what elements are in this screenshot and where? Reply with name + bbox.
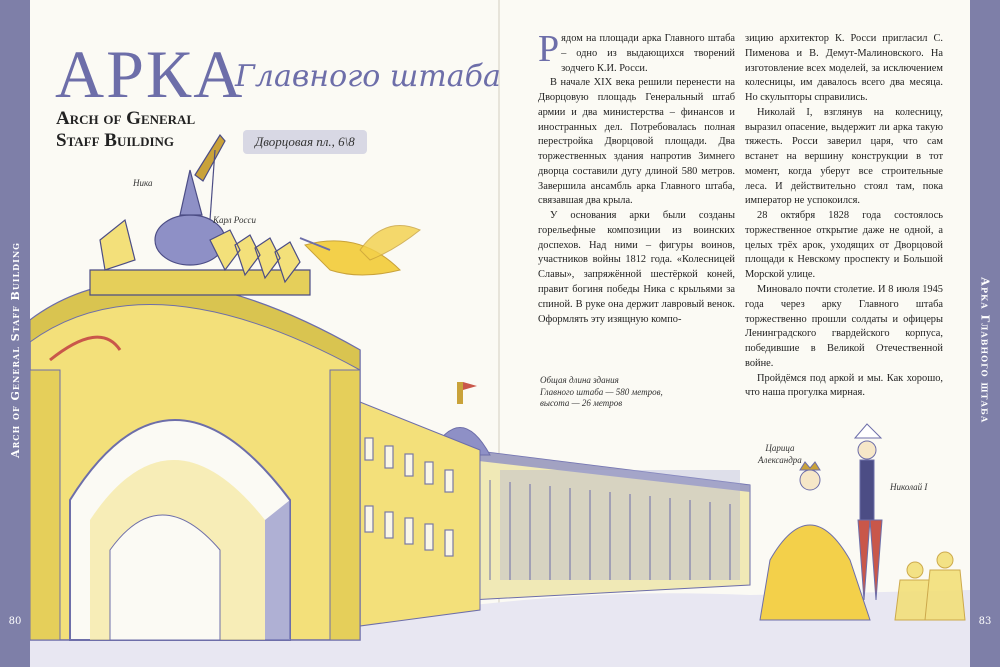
article-paragraph: В начале XIX века решили перенести на Дворцовую площадь Генеральный штаб армии и два министерства – финансов и иностранных дел. Потребовалась полная перестройка Дворцовой площади. Два торжественных здания напротив Зимнего дворца составили дугу длиной 580 метров. Завершила ансамбль арка Главного штаба, связавшая два крыла.	[538, 77, 735, 207]
title-english-line1: Arch of General	[56, 108, 196, 129]
left-page-number: 80	[8, 616, 22, 627]
caption-nika: Ника	[133, 178, 153, 188]
article-paragraph: Рядом на площади арка Главного штаба – одно из выдающихся творений зодчего К.И. Росси.	[538, 28, 735, 74]
address-badge: Дворцовая пл., 6\8	[243, 130, 367, 154]
caption-building-length: Общая длина здания Главного штаба — 580 метров, высота — 26 метров	[540, 375, 663, 409]
title-english	[56, 108, 195, 152]
article-column-1	[538, 28, 735, 327]
article-paragraph: 28 октября 1828 года состоялось торжественное открытие даже не одной, а целых трёх арок, уходящих от Дворцовой площади к Невскому проспекту и Большой Морской улице.	[745, 210, 943, 281]
article-paragraph: Миновало почти столетие. И 8 июля 1945 года через арку Главного штаба торжественно прошли солдаты и офицеры Ленинградского гвардейского корпуса, победившие в Великой Отечественной войне.	[745, 284, 943, 369]
article-paragraph: У основания арки были созданы горельефные композиции из воинских доспехов. Над ними – фигуры воинов, участников войны 1812 года. «Колесницей Славы», запряжённой шестёркой коней, правит богиня победы Ника с крыльями за спиной. В руке она держит лавровый венок. Оформлять эту изящную компо-	[538, 210, 735, 325]
article-paragraph: Пройдёмся под аркой и мы. Как хорошо, что наша прогулка мирная.	[745, 372, 943, 399]
left-sidebar	[0, 0, 30, 667]
caption-empress: Царица Александра	[758, 443, 802, 465]
article-paragraph: Николай I, взглянув на колесницу, выразил опасение, выдержит ли арка такую тяжесть. Росси заверил царя, что сам встанет на вершину конструкции в тот момент, когда уберут все строительные леса. И действительно стоял там, пока император не успокоился.	[745, 106, 943, 207]
right-running-title: Арка Главного штаба	[978, 276, 992, 424]
title-subtitle: Главного штаба	[235, 59, 501, 94]
drop-cap: Р	[538, 28, 560, 70]
children-figures	[895, 552, 965, 620]
article-column-2	[745, 32, 943, 401]
title-english-line2: Staff Building	[56, 129, 175, 151]
article-paragraph: зицию архитектор К. Росси пригласил С. Пименова и В. Демут-Малиновского. На изготовление всех моделей, за исключением колесницы, им давалось всего два месяца. Но скульпторы справились.	[745, 33, 943, 104]
angel-figure	[300, 226, 420, 276]
right-sidebar	[970, 0, 1000, 667]
left-running-title: Arch of General Staff Building	[8, 242, 22, 458]
title-main: АРКА	[55, 36, 245, 112]
right-page-number: 83	[978, 616, 992, 627]
caption-nikolai: Николай I	[890, 482, 928, 492]
chariot-of-glory	[90, 135, 310, 295]
caption-karl-rossi: Карл Росси	[213, 215, 256, 225]
